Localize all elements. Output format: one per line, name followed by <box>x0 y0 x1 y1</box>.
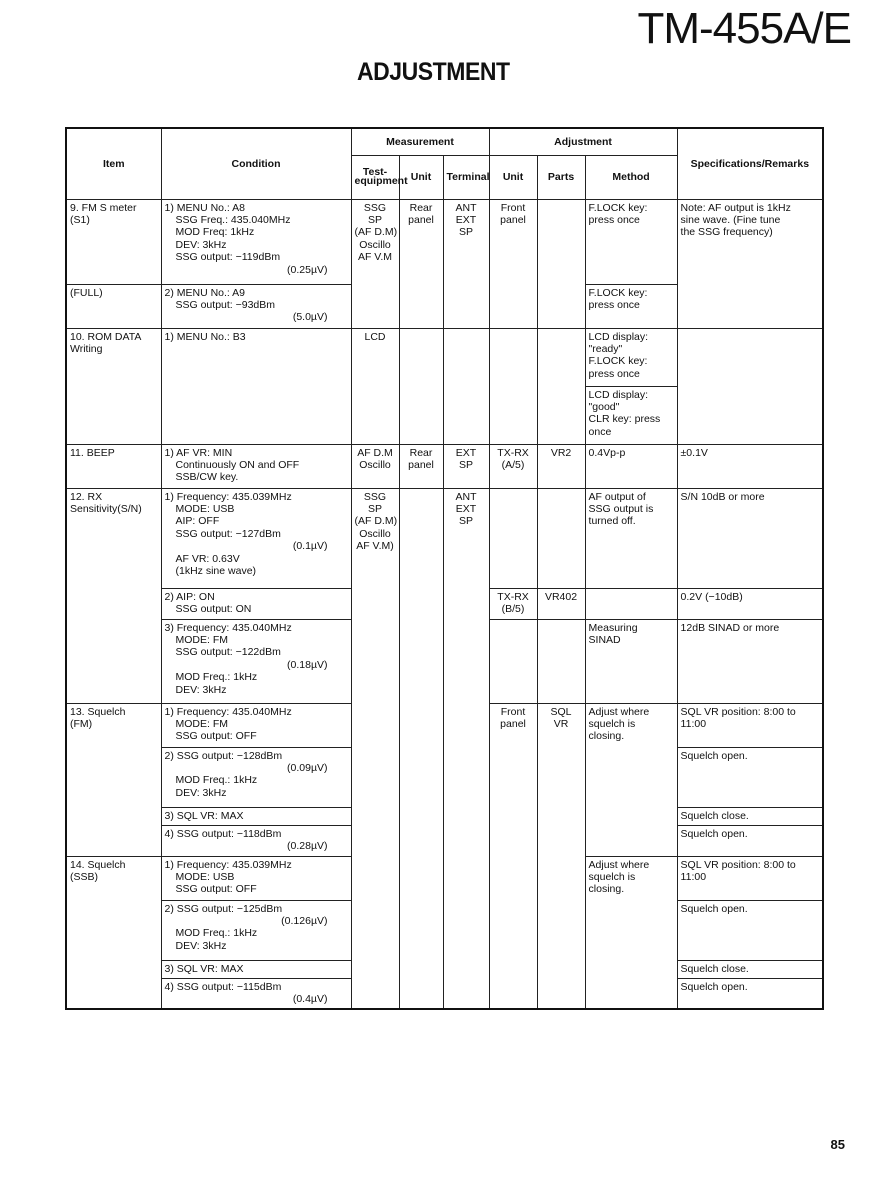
item-12: 12. RX Sensitivity(S/N) <box>66 488 161 703</box>
spec-13-1: SQL VR position: 8:00 to 11:00 <box>677 703 823 747</box>
condition-14-1: 1) Frequency: 435.039MHz MODE: USB SSG output: OFF <box>161 856 351 900</box>
spec-10 <box>677 328 823 444</box>
parts-11: VR2 <box>537 444 585 488</box>
condition-13-2: 2) SSG output: −128dBm (0.09µV) MOD Freq.: 1kHz DEV: 3kHz <box>161 747 351 807</box>
condition-14-3: 3) SQL VR: MAX <box>161 960 351 978</box>
unit-10 <box>399 328 443 444</box>
method-11: 0.4Vp-p <box>585 444 677 488</box>
terminal-12: ANT EXT SP <box>443 488 489 1009</box>
spec-14-1: SQL VR position: 8:00 to 11:00 <box>677 856 823 900</box>
header-adj-unit: Unit <box>489 155 537 199</box>
item-9-full: (FULL) <box>66 284 161 328</box>
header-specs: Specifications/Remarks <box>677 128 823 199</box>
item-14: 14. Squelch (SSB) <box>66 856 161 1009</box>
spec-14-2: Squelch open. <box>677 900 823 960</box>
condition-14-4: 4) SSG output: −115dBm (0.4µV) <box>161 978 351 1009</box>
spec-12-3: 12dB SINAD or more <box>677 619 823 703</box>
unit-11: Rear panel <box>399 444 443 488</box>
model-number: TM-455A/E <box>637 4 851 53</box>
header-condition: Condition <box>161 128 351 199</box>
condition-11: 1) AF VR: MIN Continuously ON and OFF SSB/CW key. <box>161 444 351 488</box>
test-equipment-9: SSG SP (AF D.M) Oscillo AF V.M <box>351 199 399 328</box>
parts-12-2: VR402 <box>537 588 585 619</box>
spec-14-3: Squelch close. <box>677 960 823 978</box>
parts-12-1 <box>537 488 585 588</box>
method-14: Adjust where squelch is closing. <box>585 856 677 1009</box>
test-equipment-12: SSG SP (AF D.M) Oscillo AF V.M) <box>351 488 399 1009</box>
method-10-2: LCD display: "good" CLR key: press once <box>585 386 677 444</box>
adj-unit-11: TX-RX (A/5) <box>489 444 537 488</box>
header-measurement: Measurement <box>351 128 489 155</box>
header-adjustment: Adjustment <box>489 128 677 155</box>
condition-13-3: 3) SQL VR: MAX <box>161 807 351 825</box>
condition-9-1: 1) MENU No.: A8 SSG Freq.: 435.040MHz MOD Freq: 1kHz DEV: 3kHz SSG output: −119dBm (0.25µV) <box>161 199 351 284</box>
terminal-10 <box>443 328 489 444</box>
adj-unit-9: Front panel <box>489 199 537 328</box>
item-10: 10. ROM DATA Writing <box>66 328 161 444</box>
adj-unit-12-3 <box>489 619 537 703</box>
spec-13-2: Squelch open. <box>677 747 823 807</box>
adj-unit-12-2: TX-RX (B/5) <box>489 588 537 619</box>
method-9-1: F.LOCK key: press once <box>585 199 677 284</box>
header-unit: Unit <box>399 155 443 199</box>
method-12-2 <box>585 588 677 619</box>
adj-unit-13: Front panel <box>489 703 537 1009</box>
condition-9-2: 2) MENU No.: A9 SSG output: −93dBm (5.0µV) <box>161 284 351 328</box>
spec-13-3: Squelch close. <box>677 807 823 825</box>
terminal-11: EXT SP <box>443 444 489 488</box>
adjustment-table <box>65 127 824 1010</box>
condition-10: 1) MENU No.: B3 <box>161 328 351 444</box>
unit-9: Rear panel <box>399 199 443 328</box>
parts-9 <box>537 199 585 328</box>
condition-12-1: 1) Frequency: 435.039MHz MODE: USB AIP: OFF SSG output: −127dBm (0.1µV) AF VR: 0.63V (1kHz sine wave) <box>161 488 351 588</box>
page-title: ADJUSTMENT <box>357 58 510 86</box>
method-10-1: LCD display: "ready" F.LOCK key: press once <box>585 328 677 386</box>
adj-unit-12-1 <box>489 488 537 588</box>
terminal-9: ANT EXT SP <box>443 199 489 328</box>
method-12-3: Measuring SINAD <box>585 619 677 703</box>
header-terminal: Terminal <box>443 155 489 199</box>
parts-10 <box>537 328 585 444</box>
spec-11: ±0.1V <box>677 444 823 488</box>
header-test-equipment: Test-equipment <box>351 155 399 199</box>
method-13: Adjust where squelch is closing. <box>585 703 677 856</box>
method-12-1: AF output of SSG output is turned off. <box>585 488 677 588</box>
page-number: 85 <box>830 1137 845 1152</box>
method-9-2: F.LOCK key: press once <box>585 284 677 328</box>
condition-13-1: 1) Frequency: 435.040MHz MODE: FM SSG output: OFF <box>161 703 351 747</box>
condition-13-4: 4) SSG output: −118dBm (0.28µV) <box>161 825 351 856</box>
condition-14-2: 2) SSG output: −125dBm (0.126µV) MOD Freq.: 1kHz DEV: 3kHz <box>161 900 351 960</box>
adj-unit-10 <box>489 328 537 444</box>
header-method: Method <box>585 155 677 199</box>
header-parts: Parts <box>537 155 585 199</box>
header-item: Item <box>66 128 161 199</box>
item-9: 9. FM S meter (S1) <box>66 199 161 284</box>
spec-12-2: 0.2V (−10dB) <box>677 588 823 619</box>
parts-13: SQL VR <box>537 703 585 1009</box>
test-equipment-10: LCD <box>351 328 399 444</box>
spec-14-4: Squelch open. <box>677 978 823 1009</box>
spec-9: Note: AF output is 1kHz sine wave. (Fine tune the SSG frequency) <box>677 199 823 328</box>
condition-12-2: 2) AIP: ON SSG output: ON <box>161 588 351 619</box>
parts-12-3 <box>537 619 585 703</box>
item-13: 13. Squelch (FM) <box>66 703 161 856</box>
spec-12-1: S/N 10dB or more <box>677 488 823 588</box>
item-11: 11. BEEP <box>66 444 161 488</box>
condition-12-3: 3) Frequency: 435.040MHz MODE: FM SSG output: −122dBm (0.18µV) MOD Freq.: 1kHz DEV: 3kHz <box>161 619 351 703</box>
spec-13-4: Squelch open. <box>677 825 823 856</box>
test-equipment-11: AF D.M Oscillo <box>351 444 399 488</box>
unit-12 <box>399 488 443 1009</box>
